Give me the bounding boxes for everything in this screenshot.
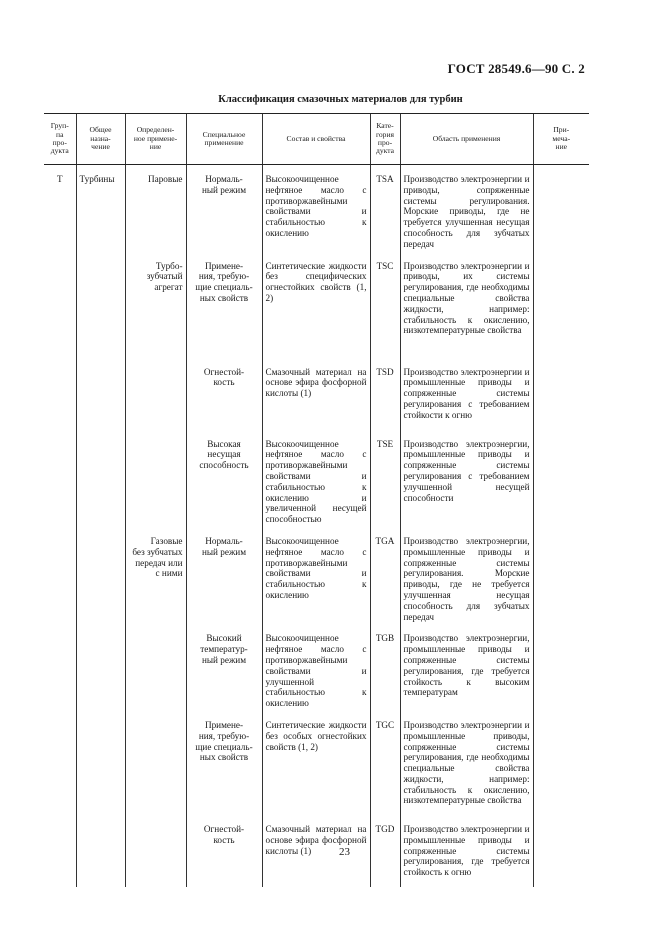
cell-composition: Высокоочищенное нефтяное масло с противоржавейными свойствами и улучшенной стабильностью к окислению <box>262 626 370 713</box>
cell-composition: Высокоочищенное нефтяное масло с противоржавейными свойствами и стабильностью к окислению <box>262 165 370 254</box>
cell-special: Нормаль- ный режим <box>186 165 262 254</box>
cell-category: TGC <box>370 713 400 817</box>
cell-note <box>533 626 589 713</box>
cell-group <box>44 432 76 529</box>
cell-category: TSE <box>370 432 400 529</box>
table-body <box>44 165 589 887</box>
cell-note <box>533 529 589 626</box>
cell-defined: Газовые без зубчатых передач или с ними <box>125 529 186 626</box>
table-header-row <box>44 114 589 165</box>
cell-area: Производство электроэнергии и приводы, сопряженные системы регулирования. Морские приводы, где не требуется улучшенная несущая способность для зубчатых передач <box>400 165 533 254</box>
cell-category: TGD <box>370 817 400 887</box>
header-area: Область применения <box>400 114 533 165</box>
table-row <box>44 254 589 360</box>
header-defined: Определен- ное примене- ние <box>125 114 186 165</box>
cell-category: TGB <box>370 626 400 713</box>
cell-composition: Смазочный материал на основе эфира фосфорной кислоты (1) <box>262 360 370 432</box>
cell-defined <box>125 432 186 529</box>
header-composition: Состав и свойства <box>262 114 370 165</box>
cell-note <box>533 254 589 360</box>
header-special: Специальное применение <box>186 114 262 165</box>
cell-area: Производство электроэнергии и приводы, их системы регулирования, где необходимы специальные свойства жидкости, например: стабильность к окислению, низкотемпературные свойства <box>400 254 533 360</box>
cell-category: TSD <box>370 360 400 432</box>
cell-area: Производство электроэнергии, промышленные приводы и сопряженные системы регулирования с требованием улучшенной несущей способности <box>400 432 533 529</box>
cell-note <box>533 432 589 529</box>
cell-defined: Турбо- зубчатый агрегат <box>125 254 186 360</box>
cell-general <box>76 254 125 360</box>
header-general: Общее назна- чение <box>76 114 125 165</box>
cell-area: Производство электроэнергии и промышленные приводы, сопряженные системы регулирования, где необходимы специальные свойства жидкости, например: стабильность к окислению, низкотемпературные свойства <box>400 713 533 817</box>
cell-note <box>533 165 589 254</box>
table-row <box>44 713 589 817</box>
cell-general <box>76 432 125 529</box>
cell-group <box>44 254 76 360</box>
cell-general <box>76 713 125 817</box>
cell-area: Производство электроэнергии, промышленные приводы и сопряженные системы регулирования. Морские приводы, где не требуется улучшенная несущая способность для зубчатых передач <box>400 529 533 626</box>
cell-composition: Высокоочищенное нефтяное масло с противоржавейными свойствами и стабильностью к окислению и увеличенной несущей способностью <box>262 432 370 529</box>
header-group: Груп- па про- дукта <box>44 114 76 165</box>
cell-note <box>533 713 589 817</box>
cell-special: Огнестой- кость <box>186 360 262 432</box>
cell-category: TGA <box>370 529 400 626</box>
cell-composition: Синтетические жидкости без специфических огнестойких свойств (1, 2) <box>262 254 370 360</box>
cell-defined <box>125 626 186 713</box>
cell-note <box>533 360 589 432</box>
page-number: 23 <box>339 846 350 858</box>
cell-defined: Паровые <box>125 165 186 254</box>
header-category: Кате- гория про- дукта <box>370 114 400 165</box>
cell-area: Производство электроэнергии и промышленные приводы и сопряженные системы регулирования с требованием стойкости к огню <box>400 360 533 432</box>
cell-group <box>44 626 76 713</box>
table-row <box>44 432 589 529</box>
cell-special: Высокая несущая способность <box>186 432 262 529</box>
cell-category: TSA <box>370 165 400 254</box>
cell-special: Примене- ния, требую- щие специаль- ных свойств <box>186 254 262 360</box>
cell-general: Турбины <box>76 165 125 254</box>
cell-general <box>76 529 125 626</box>
table-row <box>44 360 589 432</box>
cell-composition: Высокоочищенное нефтяное масло с противоржавейными свойствами и стабильностью к окислению <box>262 529 370 626</box>
cell-group <box>44 529 76 626</box>
cell-composition: Смазочный материал на основе эфира фосфорной кислоты (1) <box>262 817 370 887</box>
lubricant-classification-table <box>44 113 589 887</box>
cell-defined <box>125 360 186 432</box>
cell-special: Нормаль- ный режим <box>186 529 262 626</box>
cell-category: TSC <box>370 254 400 360</box>
cell-group <box>44 713 76 817</box>
cell-area: Производство электроэнергии и промышленные приводы и сопряженные системы регулирования, где требуется стойкость к огню <box>400 817 533 887</box>
table-title: Классификация смазочных материалов для турбин <box>218 94 463 105</box>
cell-group: T <box>56 174 63 184</box>
table-row <box>44 626 589 713</box>
page-header: ГОСТ 28549.6—90 С. 2 <box>447 61 585 76</box>
cell-group <box>44 360 76 432</box>
cell-general <box>76 626 125 713</box>
cell-composition: Синтетические жидкости без особых огнестойких свойств (1, 2) <box>262 713 370 817</box>
cell-special: Огнестой- кость <box>186 817 262 887</box>
cell-area: Производство электроэнергии, промышленные приводы и сопряженные системы регулирования, где требуется стойкость к высоким температурам <box>400 626 533 713</box>
table-row <box>44 529 589 626</box>
cell-special: Примене- ния, требую- щие специаль- ных свойств <box>186 713 262 817</box>
header-note: При- меча- ние <box>533 114 589 165</box>
table-row <box>44 165 589 254</box>
cell-general <box>76 360 125 432</box>
cell-special: Высокий температур- ный режим <box>186 626 262 713</box>
cell-defined <box>125 713 186 817</box>
